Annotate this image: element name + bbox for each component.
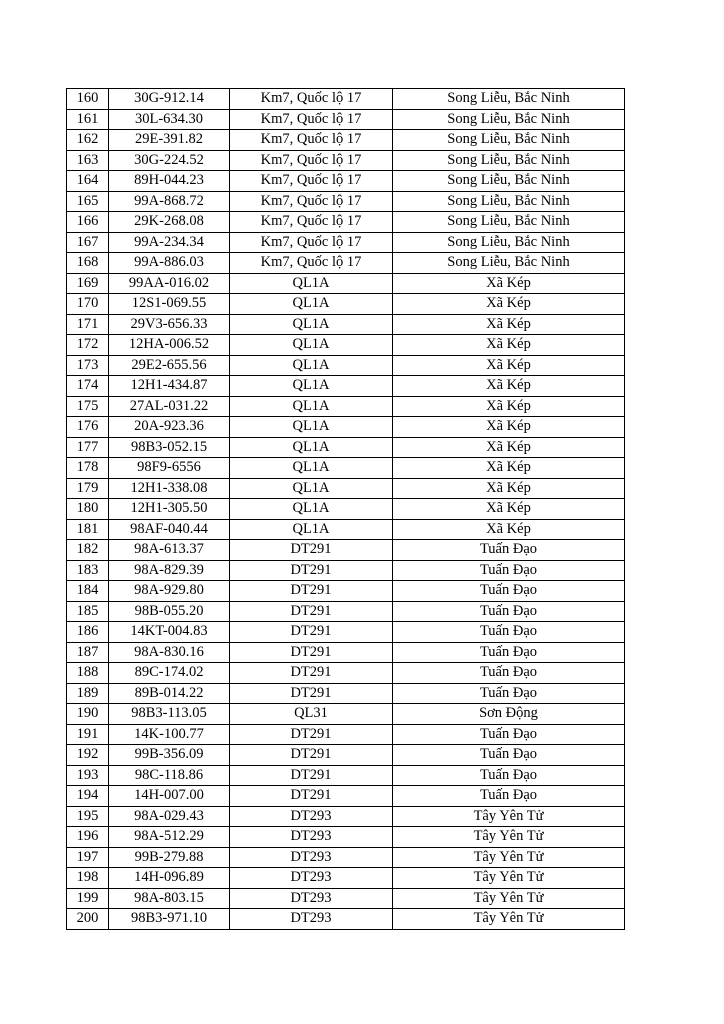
location-cell: Song Liễu, Bắc Ninh [393, 212, 625, 233]
road-cell: QL1A [230, 355, 393, 376]
table-row [67, 253, 625, 274]
road-cell: DT291 [230, 663, 393, 684]
table-row [67, 335, 625, 356]
license-plate-cell: 12S1-069.55 [109, 294, 230, 315]
row-number-cell: 190 [67, 704, 109, 725]
license-plate-cell: 89H-044.23 [109, 171, 230, 192]
road-cell: DT293 [230, 827, 393, 848]
license-plate-cell: 98B-055.20 [109, 601, 230, 622]
row-number-cell: 198 [67, 868, 109, 889]
table-row [67, 745, 625, 766]
road-cell: QL1A [230, 294, 393, 315]
table-row [67, 171, 625, 192]
road-cell: DT291 [230, 581, 393, 602]
table-row [67, 232, 625, 253]
location-cell: Tuấn Đạo [393, 786, 625, 807]
location-cell: Xã Kép [393, 478, 625, 499]
road-cell: QL1A [230, 417, 393, 438]
location-cell: Tây Yên Tử [393, 868, 625, 889]
row-number-cell: 188 [67, 663, 109, 684]
table-row [67, 868, 625, 889]
license-plate-cell: 98A-029.43 [109, 806, 230, 827]
license-plate-cell: 98B3-052.15 [109, 437, 230, 458]
location-cell: Song Liễu, Bắc Ninh [393, 253, 625, 274]
location-cell: Song Liễu, Bắc Ninh [393, 232, 625, 253]
location-cell: Tuấn Đạo [393, 765, 625, 786]
road-cell: Km7, Quốc lộ 17 [230, 150, 393, 171]
table-row [67, 560, 625, 581]
location-cell: Tuấn Đạo [393, 622, 625, 643]
road-cell: DT291 [230, 683, 393, 704]
license-plate-cell: 98F9-6556 [109, 458, 230, 479]
license-plate-cell: 99A-234.34 [109, 232, 230, 253]
location-cell: Xã Kép [393, 355, 625, 376]
license-plate-cell: 29K-268.08 [109, 212, 230, 233]
location-cell: Xã Kép [393, 437, 625, 458]
location-cell: Xã Kép [393, 314, 625, 335]
row-number-cell: 200 [67, 909, 109, 930]
location-cell: Tuấn Đạo [393, 560, 625, 581]
license-plate-cell: 14H-096.89 [109, 868, 230, 889]
road-cell: QL1A [230, 437, 393, 458]
table-row [67, 540, 625, 561]
location-cell: Tuấn Đạo [393, 663, 625, 684]
road-cell: QL1A [230, 458, 393, 479]
row-number-cell: 176 [67, 417, 109, 438]
road-cell: QL1A [230, 376, 393, 397]
table-row [67, 724, 625, 745]
table-row [67, 704, 625, 725]
road-cell: DT291 [230, 560, 393, 581]
row-number-cell: 162 [67, 130, 109, 151]
road-cell: Km7, Quốc lộ 17 [230, 253, 393, 274]
row-number-cell: 196 [67, 827, 109, 848]
location-cell: Tuấn Đạo [393, 745, 625, 766]
row-number-cell: 177 [67, 437, 109, 458]
location-cell: Tuấn Đạo [393, 683, 625, 704]
table-row [67, 150, 625, 171]
table-row [67, 519, 625, 540]
location-cell: Tuấn Đạo [393, 642, 625, 663]
license-plate-cell: 98B3-971.10 [109, 909, 230, 930]
road-cell: Km7, Quốc lộ 17 [230, 191, 393, 212]
table-row [67, 765, 625, 786]
road-cell: DT291 [230, 745, 393, 766]
location-cell: Song Liễu, Bắc Ninh [393, 191, 625, 212]
row-number-cell: 187 [67, 642, 109, 663]
license-plate-cell: 14K-100.77 [109, 724, 230, 745]
road-cell: Km7, Quốc lộ 17 [230, 232, 393, 253]
row-number-cell: 178 [67, 458, 109, 479]
table-row [67, 847, 625, 868]
table-row [67, 212, 625, 233]
road-cell: DT291 [230, 601, 393, 622]
road-cell: DT291 [230, 786, 393, 807]
row-number-cell: 171 [67, 314, 109, 335]
license-plate-cell: 30L-634.30 [109, 109, 230, 130]
row-number-cell: 194 [67, 786, 109, 807]
license-plate-cell: 29V3-656.33 [109, 314, 230, 335]
location-cell: Tuấn Đạo [393, 540, 625, 561]
row-number-cell: 180 [67, 499, 109, 520]
location-cell: Song Liễu, Bắc Ninh [393, 89, 625, 110]
row-number-cell: 160 [67, 89, 109, 110]
location-cell: Tây Yên Tử [393, 847, 625, 868]
location-cell: Tây Yên Tử [393, 909, 625, 930]
road-cell: Km7, Quốc lộ 17 [230, 89, 393, 110]
table-row [67, 89, 625, 110]
row-number-cell: 193 [67, 765, 109, 786]
road-cell: DT293 [230, 868, 393, 889]
row-number-cell: 191 [67, 724, 109, 745]
license-plate-cell: 98AF-040.44 [109, 519, 230, 540]
table-row [67, 909, 625, 930]
license-plate-cell: 99A-886.03 [109, 253, 230, 274]
location-cell: Xã Kép [393, 458, 625, 479]
road-cell: Km7, Quốc lộ 17 [230, 171, 393, 192]
row-number-cell: 192 [67, 745, 109, 766]
location-cell: Song Liễu, Bắc Ninh [393, 150, 625, 171]
row-number-cell: 164 [67, 171, 109, 192]
road-cell: QL1A [230, 478, 393, 499]
table-row [67, 663, 625, 684]
road-cell: QL1A [230, 273, 393, 294]
road-cell: DT291 [230, 724, 393, 745]
row-number-cell: 173 [67, 355, 109, 376]
road-cell: QL1A [230, 519, 393, 540]
license-plate-cell: 98A-512.29 [109, 827, 230, 848]
location-cell: Xã Kép [393, 294, 625, 315]
table-row [67, 191, 625, 212]
road-cell: Km7, Quốc lộ 17 [230, 212, 393, 233]
row-number-cell: 167 [67, 232, 109, 253]
license-plate-cell: 12HA-006.52 [109, 335, 230, 356]
table-row [67, 458, 625, 479]
location-cell: Tây Yên Tử [393, 888, 625, 909]
license-plate-cell: 89C-174.02 [109, 663, 230, 684]
table-row [67, 786, 625, 807]
row-number-cell: 184 [67, 581, 109, 602]
road-cell: QL1A [230, 499, 393, 520]
license-plate-cell: 98B3-113.05 [109, 704, 230, 725]
license-plate-cell: 29E2-655.56 [109, 355, 230, 376]
license-plate-cell: 27AL-031.22 [109, 396, 230, 417]
location-cell: Xã Kép [393, 396, 625, 417]
license-plate-cell: 99AA-016.02 [109, 273, 230, 294]
table-row [67, 499, 625, 520]
row-number-cell: 179 [67, 478, 109, 499]
license-plate-cell: 12H1-434.87 [109, 376, 230, 397]
location-cell: Xã Kép [393, 499, 625, 520]
road-cell: DT291 [230, 540, 393, 561]
license-plate-cell: 12H1-338.08 [109, 478, 230, 499]
license-plate-cell: 14KT-004.83 [109, 622, 230, 643]
location-cell: Xã Kép [393, 519, 625, 540]
location-cell: Xã Kép [393, 273, 625, 294]
road-cell: DT293 [230, 909, 393, 930]
row-number-cell: 182 [67, 540, 109, 561]
license-plate-cell: 98A-613.37 [109, 540, 230, 561]
row-number-cell: 197 [67, 847, 109, 868]
location-cell: Xã Kép [393, 376, 625, 397]
row-number-cell: 172 [67, 335, 109, 356]
road-cell: QL1A [230, 335, 393, 356]
road-cell: DT291 [230, 622, 393, 643]
road-cell: DT293 [230, 847, 393, 868]
location-cell: Tuấn Đạo [393, 601, 625, 622]
road-cell: Km7, Quốc lộ 17 [230, 109, 393, 130]
road-cell: QL31 [230, 704, 393, 725]
row-number-cell: 166 [67, 212, 109, 233]
row-number-cell: 199 [67, 888, 109, 909]
license-plate-cell: 98A-803.15 [109, 888, 230, 909]
license-plate-cell: 99B-279.88 [109, 847, 230, 868]
license-plate-cell: 14H-007.00 [109, 786, 230, 807]
license-plate-cell: 89B-014.22 [109, 683, 230, 704]
license-plate-cell: 30G-224.52 [109, 150, 230, 171]
table-row [67, 827, 625, 848]
license-plate-cell: 12H1-305.50 [109, 499, 230, 520]
road-cell: DT293 [230, 806, 393, 827]
table-row [67, 622, 625, 643]
location-cell: Song Liễu, Bắc Ninh [393, 109, 625, 130]
vehicle-records-table [66, 88, 625, 930]
road-cell: Km7, Quốc lộ 17 [230, 130, 393, 151]
row-number-cell: 186 [67, 622, 109, 643]
row-number-cell: 181 [67, 519, 109, 540]
table-row [67, 130, 625, 151]
location-cell: Sơn Động [393, 704, 625, 725]
table-row [67, 806, 625, 827]
table-row [67, 581, 625, 602]
road-cell: QL1A [230, 396, 393, 417]
table-row [67, 294, 625, 315]
row-number-cell: 183 [67, 560, 109, 581]
row-number-cell: 161 [67, 109, 109, 130]
row-number-cell: 189 [67, 683, 109, 704]
row-number-cell: 169 [67, 273, 109, 294]
location-cell: Tây Yên Tử [393, 806, 625, 827]
license-plate-cell: 99B-356.09 [109, 745, 230, 766]
row-number-cell: 185 [67, 601, 109, 622]
table-row [67, 888, 625, 909]
table-row [67, 642, 625, 663]
license-plate-cell: 29E-391.82 [109, 130, 230, 151]
license-plate-cell: 98A-829.39 [109, 560, 230, 581]
location-cell: Xã Kép [393, 417, 625, 438]
license-plate-cell: 30G-912.14 [109, 89, 230, 110]
table-row [67, 601, 625, 622]
row-number-cell: 163 [67, 150, 109, 171]
row-number-cell: 168 [67, 253, 109, 274]
table-row [67, 417, 625, 438]
table-row [67, 396, 625, 417]
table-row [67, 437, 625, 458]
row-number-cell: 175 [67, 396, 109, 417]
table-row [67, 355, 625, 376]
table-row [67, 478, 625, 499]
license-plate-cell: 99A-868.72 [109, 191, 230, 212]
table-body [67, 89, 625, 930]
location-cell: Song Liễu, Bắc Ninh [393, 130, 625, 151]
table-row [67, 109, 625, 130]
location-cell: Tây Yên Tử [393, 827, 625, 848]
license-plate-cell: 98A-929.80 [109, 581, 230, 602]
road-cell: DT291 [230, 642, 393, 663]
table-row [67, 273, 625, 294]
location-cell: Tuấn Đạo [393, 724, 625, 745]
row-number-cell: 174 [67, 376, 109, 397]
road-cell: DT293 [230, 888, 393, 909]
row-number-cell: 165 [67, 191, 109, 212]
row-number-cell: 170 [67, 294, 109, 315]
location-cell: Song Liễu, Bắc Ninh [393, 171, 625, 192]
license-plate-cell: 98A-830.16 [109, 642, 230, 663]
location-cell: Xã Kép [393, 335, 625, 356]
license-plate-cell: 20A-923.36 [109, 417, 230, 438]
table-row [67, 376, 625, 397]
table-row [67, 314, 625, 335]
row-number-cell: 195 [67, 806, 109, 827]
license-plate-cell: 98C-118.86 [109, 765, 230, 786]
table-row [67, 683, 625, 704]
location-cell: Tuấn Đạo [393, 581, 625, 602]
road-cell: QL1A [230, 314, 393, 335]
road-cell: DT291 [230, 765, 393, 786]
